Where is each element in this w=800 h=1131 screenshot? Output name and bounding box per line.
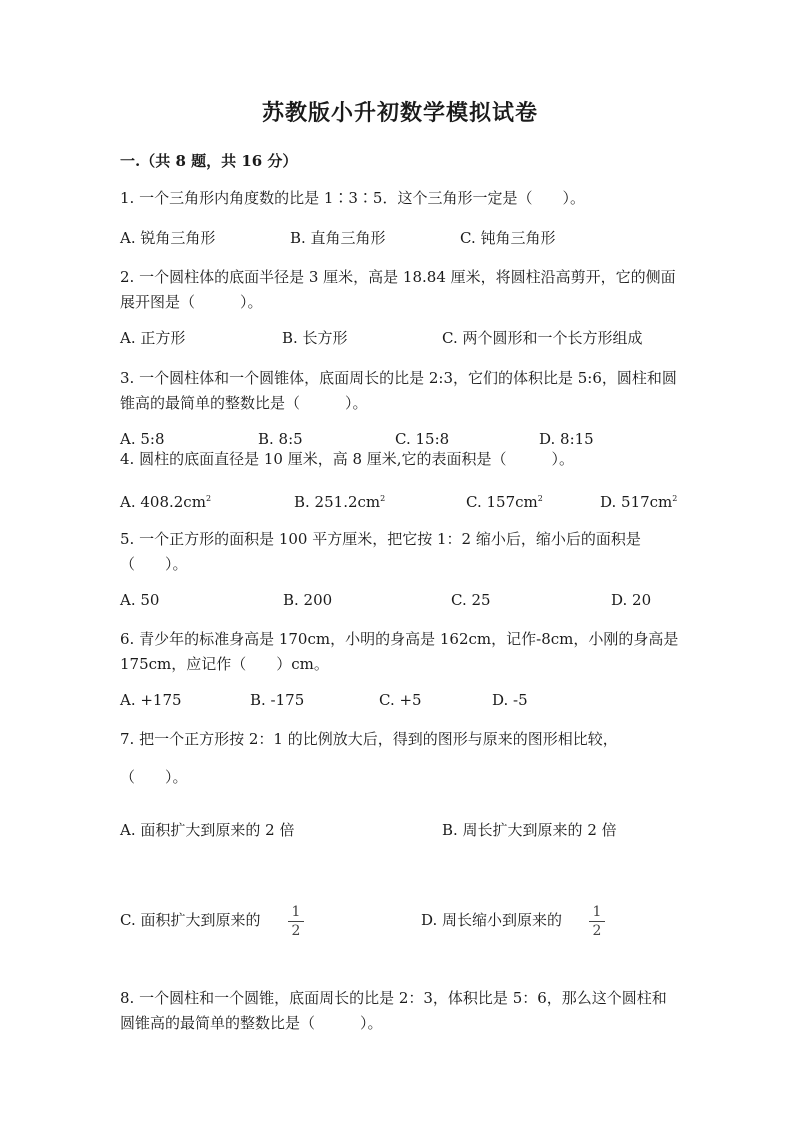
question-7-option-d-fraction xyxy=(589,904,605,939)
question-5-stem: 5. 一个正方形的面积是 100 平方厘米，把它按 1：2 缩小后，缩小后的面积是（ ）。 xyxy=(120,530,641,573)
question-7-option-d: D. 周长缩小到原来的 xyxy=(421,911,563,929)
question-1-stem: 1. 一个三角形内角度数的比是 1∶3∶5．这个三角形一定是（ ）。 xyxy=(120,189,585,207)
question-4-option-b: B. $251.2cm^2$ xyxy=(294,493,386,511)
fraction-denominator: 2 xyxy=(592,923,602,939)
question-8-stem: 8. 一个圆柱和一个圆锥，底面周长的比是 2：3，体积比是 5：6，那么这个圆柱和圆锥高的最简单的整数比是（ ）。 xyxy=(120,989,667,1032)
question-4-option-c: C. $157cm^2$ xyxy=(466,493,543,511)
section-heading: 一.（共 8 题，共 16 分） xyxy=(120,152,298,170)
fraction-numerator: 1 xyxy=(589,904,605,922)
question-7-option-a: A. 面积扩大到原来的 2 倍 xyxy=(120,821,295,839)
question-1-option-b: B. 直角三角形 xyxy=(290,229,386,247)
question-5-option-c: C. 25 xyxy=(451,591,491,609)
question-2-option-c: C. 两个圆形和一个长方形组成 xyxy=(442,329,643,347)
question-6-option-b: B. -175 xyxy=(250,691,305,709)
question-7-stem: 7. 把一个正方形按 2：1 的比例放大后，得到的图形与原来的图形相比较， xyxy=(120,730,618,748)
fraction-denominator: 2 xyxy=(291,923,301,939)
fraction-numerator: 1 xyxy=(288,904,304,922)
question-7-option-c-fraction xyxy=(288,904,304,939)
question-5-option-a: A. 50 xyxy=(120,591,160,609)
question-4-stem: 4. 圆柱的底面直径是 10 厘米，高 8 厘米,它的表面积是（ ）。 xyxy=(120,450,575,468)
question-6-option-a: A. +175 xyxy=(120,691,182,709)
question-4-option-a: A. $408.2cm^2$ xyxy=(120,493,212,511)
question-7-option-c: C. 面积扩大到原来的 xyxy=(120,911,261,929)
question-3-option-b: B. 8:5 xyxy=(258,430,303,448)
question-3-option-d: D. 8:15 xyxy=(539,430,594,448)
question-3-stem: 3. 一个圆柱体和一个圆锥体，底面周长的比是 2:3，它们的体积比是 5:6，圆柱和圆锥高的最简单的整数比是（ ）。 xyxy=(120,369,677,412)
question-2-option-a: A. 正方形 xyxy=(120,329,186,347)
question-7-stem-blank: （ ）。 xyxy=(120,768,188,786)
question-7-option-b: B. 周长扩大到原来的 2 倍 xyxy=(442,821,617,839)
question-5-option-b: B. 200 xyxy=(283,591,333,609)
page-title: 苏教版小升初数学模拟试卷 xyxy=(261,100,538,126)
question-3-option-c: C. 15:8 xyxy=(395,430,450,448)
question-6-option-d: D. -5 xyxy=(492,691,528,709)
question-6-option-c: C. +5 xyxy=(379,691,422,709)
question-1-option-a: A. 锐角三角形 xyxy=(120,229,216,247)
question-3-option-a: A. 5:8 xyxy=(120,430,165,448)
question-1-option-c: C. 钝角三角形 xyxy=(460,229,556,247)
question-6-stem: 6. 青少年的标准身高是 170cm，小明的身高是 162cm，记作-8cm，小刚的身高是 175cm，应记作（ ）cm。 xyxy=(120,630,679,673)
question-5-option-d: D. 20 xyxy=(611,591,652,609)
question-4-option-d: D. $517cm^2$ xyxy=(600,493,678,511)
question-2-option-b: B. 长方形 xyxy=(282,329,348,347)
question-2-stem: 2. 一个圆柱体的底面半径是 3 厘米，高是 18.84 厘米，将圆柱沿高剪开，它的侧面展开图是（ ）。 xyxy=(120,268,676,311)
